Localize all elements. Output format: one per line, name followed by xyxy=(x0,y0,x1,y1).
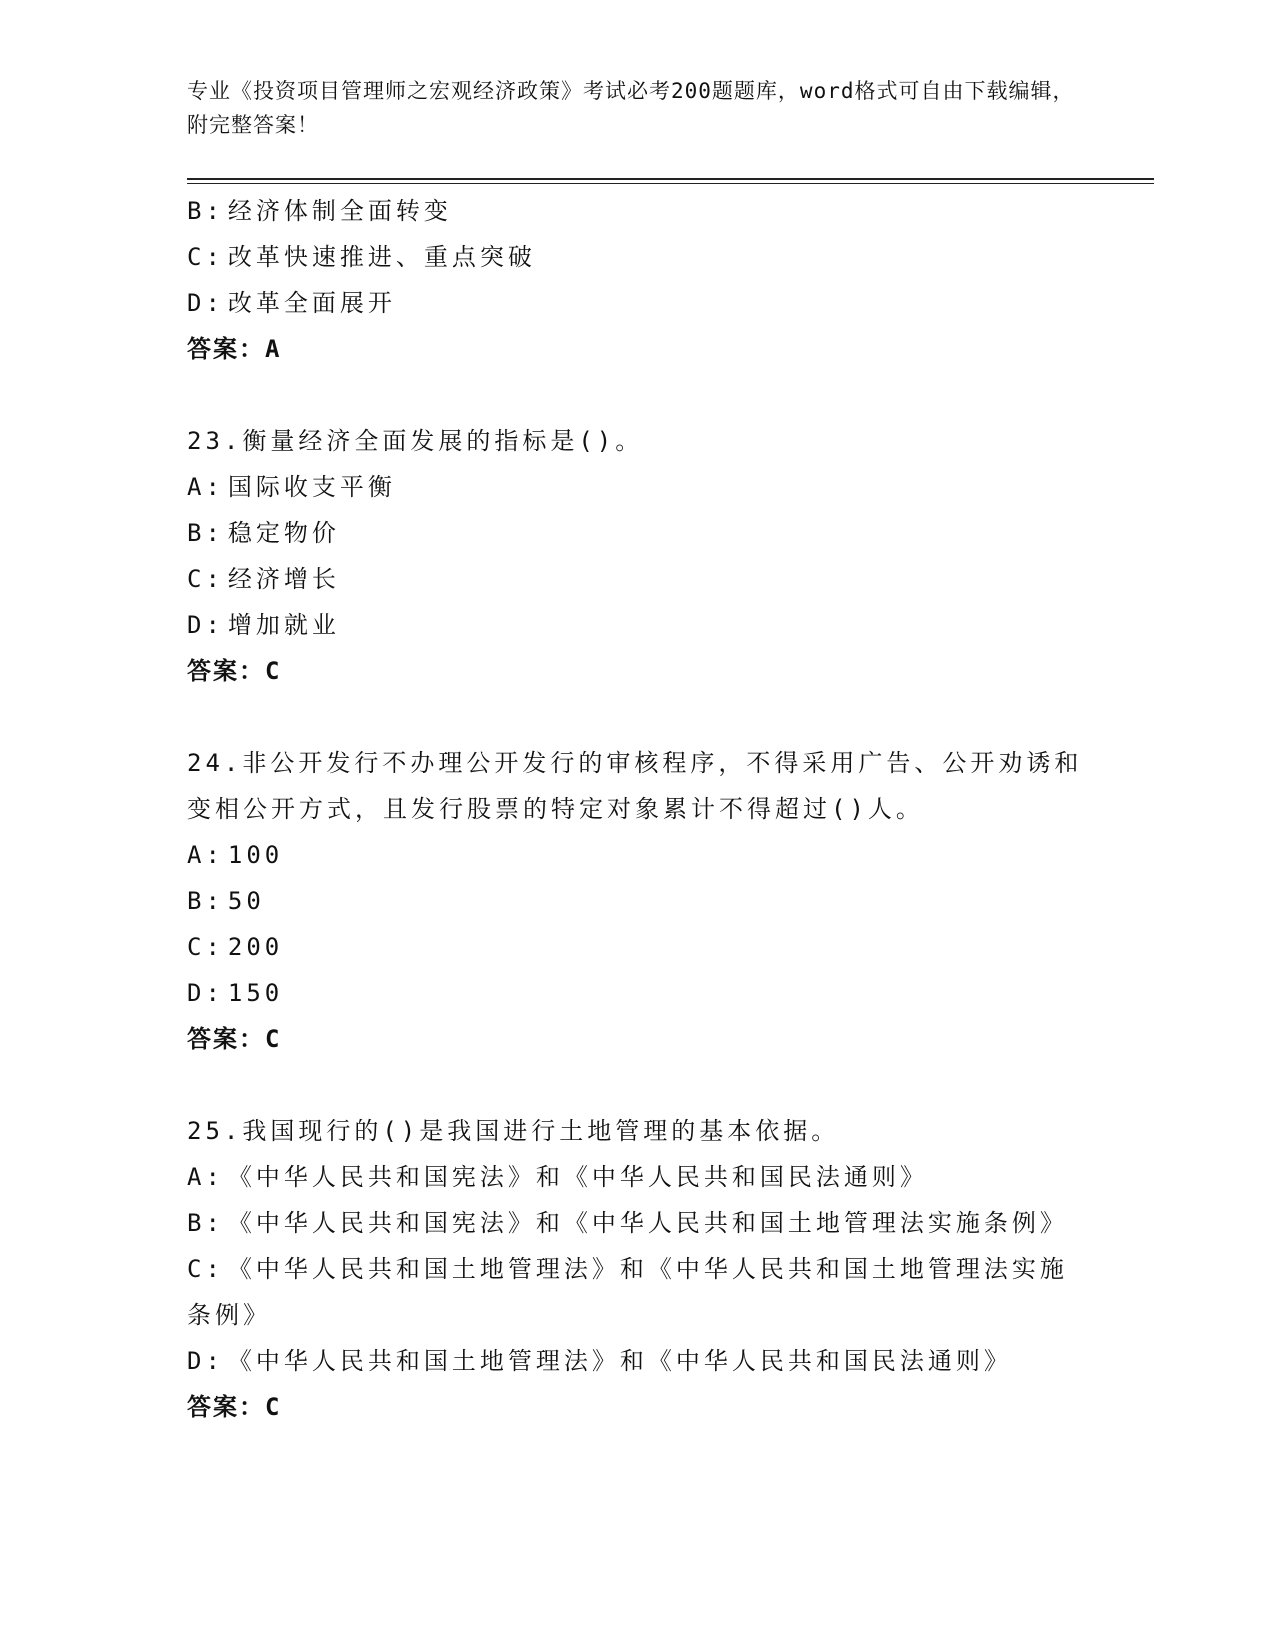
option-a: A: 国际收支平衡 xyxy=(187,473,396,501)
option-c: C: 经济增长 xyxy=(187,565,340,593)
option-d: D: 增加就业 xyxy=(187,611,340,639)
question-block-23 xyxy=(187,418,1087,694)
header-rule-thin xyxy=(187,183,1154,184)
option-c: C: 《中华人民共和国土地管理法》和《中华人民共和国土地管理法实施条例》 xyxy=(187,1255,1068,1329)
option-b: B: 《中华人民共和国宪法》和《中华人民共和国土地管理法实施条例》 xyxy=(187,1209,1068,1237)
option-a: A: 《中华人民共和国宪法》和《中华人民共和国民法通则》 xyxy=(187,1163,928,1191)
option-a: A: 100 xyxy=(187,841,284,869)
question-block-25 xyxy=(187,1108,1087,1430)
option-c: C: 改革快速推进、重点突破 xyxy=(187,243,536,271)
question-text: 23.衡量经济全面发展的指标是()。 xyxy=(187,427,644,455)
option-b: B: 50 xyxy=(187,887,265,915)
header-rule-thick xyxy=(187,178,1154,180)
answer-line: 答案：C xyxy=(187,1025,282,1053)
document-header: 专业《投资项目管理师之宏观经济政策》考试必考200题题库，word格式可自由下载编辑，附完整答案！ xyxy=(187,79,1075,137)
option-c: C: 200 xyxy=(187,933,284,961)
question-block-24 xyxy=(187,740,1087,1062)
question-list xyxy=(187,188,1087,1430)
option-b: B: 稳定物价 xyxy=(187,519,340,547)
option-d: D: 150 xyxy=(187,979,284,1007)
answer-line: 答案：C xyxy=(187,1393,282,1421)
answer-line: 答案：A xyxy=(187,335,282,363)
option-d: D: 《中华人民共和国土地管理法》和《中华人民共和国民法通则》 xyxy=(187,1347,1012,1375)
option-d: D: 改革全面展开 xyxy=(187,289,396,317)
answer-line: 答案：C xyxy=(187,657,282,685)
question-text: 25.我国现行的()是我国进行土地管理的基本依据。 xyxy=(187,1117,840,1145)
question-block-22 xyxy=(187,188,1087,372)
question-text: 24.非公开发行不办理公开发行的审核程序，不得采用广告、公开劝诱和变相公开方式，且发行股票的特定对象累计不得超过()人。 xyxy=(187,749,1083,823)
option-b: B: 经济体制全面转变 xyxy=(187,197,452,225)
